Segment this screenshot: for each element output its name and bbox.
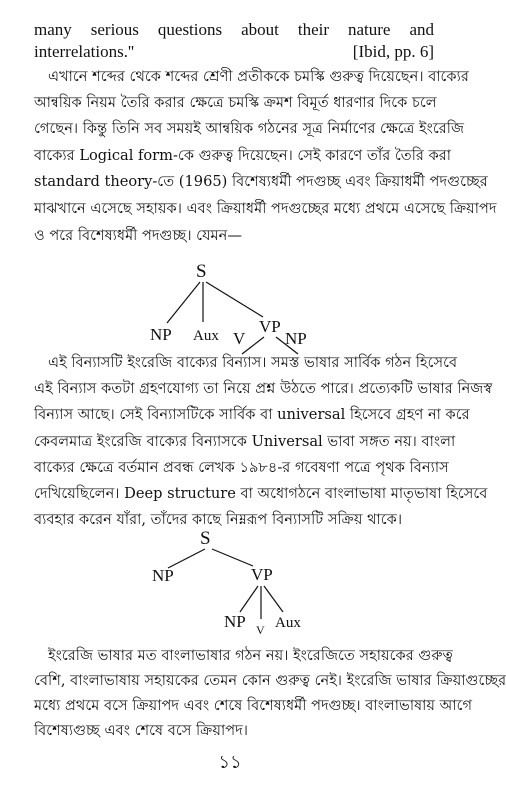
tree2-edge-vp-aux — [264, 586, 283, 612]
quote-end-text: interrelations.'' — [34, 42, 135, 61]
paragraph-3-line-2: বেশি, বাংলাভাষায় সহায়কের তেমন কোন গুরুত্ব নেই। ইংরেজি ভাষার ক্রিয়াগুচ্ছের — [34, 672, 506, 689]
paragraph-2-line-3: বিন্যাস আছে। সেই বিন্যাসটিকে সার্বিক বা universal হিসেবে গ্রহণ না করে — [34, 406, 470, 423]
paragraph-1-line-2: আন্বয়িক নিয়ম তৈরি করার ক্ষেত্রে চমস্কি ক্রমশ বিমূর্ত ধারণার দিকে চলে — [34, 94, 437, 111]
tree2-edge-s-vp — [212, 549, 253, 566]
tree2-np-node: NP — [152, 566, 174, 585]
tree2-np2-node: NP — [224, 612, 246, 631]
tree2-vp-node: VP — [251, 565, 273, 584]
paragraph-1-line-1: এখানে শব্দের থেকে শব্দের শ্রেণী প্রতীককে চমস্কি গুরুত্ব দিয়েছেন। বাক্যের — [48, 68, 469, 85]
tree1-np2-node: NP — [285, 329, 307, 348]
page-number: ১১ — [218, 752, 242, 773]
tree1-np-node: NP — [150, 325, 172, 344]
paragraph-2-line-2: এই বিন্যাস কতটা গ্রহণযোগ্য তা নিয়ে প্রশ্ন উঠতে পারে। প্রত্যেকটি ভাষার নিজস্ব — [34, 380, 493, 397]
tree1-edge-s-np — [167, 282, 200, 323]
paragraph-2-line-5: বাক্যের ক্ষেত্রে বর্তমান প্রবন্ধ লেখক ১৯৮৪-র গবেষণা পত্রে পৃথক বিন্যাস — [34, 459, 449, 476]
tree1-s-node: S — [196, 261, 207, 282]
paragraph-3-line-1: ইংরেজি ভাষার মত বাংলাভাষার গঠন নয়। ইংরেজিতে সহায়কের গুরুত্ব — [48, 647, 453, 664]
paragraph-1-line-4: বাক্যের Logical form-কে গুরুত্ব দিয়েছেন। সেই কারণে তাঁর তৈরি করা — [34, 147, 452, 164]
tree1-edge-s-vp — [206, 282, 263, 317]
quote-line-1: many serious questions about their nature and — [34, 20, 434, 39]
paragraph-1-line-3: গেছেন। কিন্তু তিনি সব সময়ই আন্বয়িক গঠনের সূত্র নির্মাণের ক্ষেত্রে ইংরেজি — [34, 120, 465, 137]
paragraph-3-line-4: বিশেষ্যগুচ্ছ এবং শেষে বসে ক্রিয়াপদ। — [34, 722, 248, 739]
syntax-tree-2 — [0, 524, 460, 644]
paragraph-1-line-7: ও পরে বিশেষ্যধর্মী পদগুচ্ছ। যেমন— — [34, 227, 242, 244]
paragraph-1-line-5: standard theory-তে (1965) বিশেষ্যধর্মী পদগুচ্ছ এবং ক্রিয়াধর্মী পদগুচ্ছের — [34, 173, 488, 190]
tree1-v-node: V — [233, 329, 246, 348]
tree1-vp-node: VP — [259, 317, 281, 336]
paragraph-2-line-7: ব্যবহার করেন যাঁরা, তাঁদের কাছে নিম্নরূপ বিন্যাসটি সক্রিয় থাকে। — [34, 511, 403, 528]
tree1-aux-node: Aux — [193, 328, 219, 344]
paragraph-2-line-4: কেবলমাত্র ইংরেজি বাক্যের বিন্যাসকে Universal ভাবা সঙ্গত নয়। বাংলা — [34, 433, 456, 450]
quote-line-2 — [34, 42, 434, 62]
tree2-aux-node: Aux — [275, 615, 301, 631]
paragraph-2-line-6: দেখিয়েছিলেন। Deep structure বা অধোগঠনে বাংলাভাষা মাতৃভাষা হিসেবে — [34, 485, 488, 502]
tree2-v-node: V — [256, 623, 265, 637]
citation: [Ibid, pp. 6] — [352, 42, 434, 61]
paragraph-1-line-6: মাঝখানে এসেছে সহায়ক। এবং ক্রিয়াধর্মী পদগুচ্ছের মধ্যে প্রথমে এসেছে ক্রিয়াপদ — [34, 200, 497, 217]
paragraph-3-line-3: মধ্যে প্রথমে বসে ক্রিয়াপদ এবং শেষে বিশেষ্যধর্মী পদগুচ্ছ। বাংলাভাষায় আগে — [34, 697, 473, 714]
tree2-edge-vp-np — [240, 586, 258, 612]
paragraph-2-line-1: এই বিন্যাসটি ইংরেজি বাক্যের বিন্যাস। সমস্ত ভাষার সার্বিক গঠন হিসেবে — [48, 354, 458, 371]
syntax-tree-1-lower — [0, 324, 460, 354]
tree2-s-node: S — [200, 528, 211, 549]
